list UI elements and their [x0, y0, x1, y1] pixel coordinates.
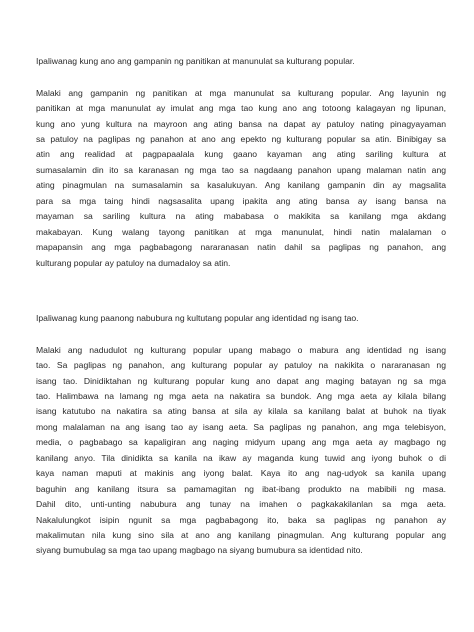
answer-2-line: media, o pagbabago sa kapaligiran ang naging midyum upang ang mga aeta ay magbago ng: [36, 437, 446, 448]
answer-1-line: kulturang popular ay patuloy na dumadaloy sa atin.: [36, 257, 231, 268]
spacer: [36, 327, 446, 343]
answer-2-line: Nakalulungkot isipin ngunit sa mga pagbabagong ito, baka sa paglipas ng panahon ay: [36, 514, 446, 525]
answer-2-line: isang katutubo na nakatira sa ating bansa at sila ay kilala sa kanilang balat at buhok na tiyak: [36, 406, 446, 417]
answer-2-line: makalimutan nila kung sino sila at ano ang kanilang pinagmulan. Ang kulturang popular ang: [36, 530, 446, 541]
section-2: [36, 311, 446, 559]
answer-1-line: makabayan. Kung walang tayong panitikan at mga manunulat, hindi natin malalaman o: [36, 226, 446, 237]
answer-1-line: kung ano yung kultura na mayroon ang ating bansa na dapat ay patuloy nating pinagyayaman: [36, 118, 446, 129]
answer-1-line: ating pinagmulan na sumasalamin sa kasalukuyan. Ang kanilang gampanin din ay magsalita: [36, 180, 446, 191]
answer-2-line: isang tao. Dinidiktahan ng kulturang popular kung ano dapat ang maging batayan ng sa mga: [36, 375, 446, 386]
answer-1-line: panitikan at mga manunulat ay imulat ang mga tao kung ano ang totoong kalagayan ng lipunan,: [36, 103, 446, 114]
question-2: Ipaliwanag kung paanong nabubura ng kultutang popular ang identidad ng isang tao.: [36, 313, 359, 323]
spacer: [36, 70, 446, 86]
answer-2-line: kanilang anyo. Tila dinidikta sa kanila na ikaw ay maganda kung tuwid ang iyong buhok o di: [36, 452, 446, 463]
answer-1-line: atin ang realidad at pagpapaalala kung gaano kayaman ang ating sariling kultura at: [36, 149, 446, 160]
answer-1-line: Malaki ang gampanin ng panitikan at mga manunulat sa kulturang popular. Ang layunin ng: [36, 87, 446, 98]
answer-2: [36, 343, 446, 559]
answer-2-line: Dahil dito, unti-unting nabubura ang tunay na imahen o pagkakakilanlan sa mga aeta.: [36, 499, 446, 510]
answer-2-line: tao. Halimbawa na lamang ng mga aeta na nakatira sa bundok. Ang mga aeta ay kilala bilang: [36, 390, 446, 401]
answer-2-line: Malaki ang nadudulot ng kulturang popular upang mabago o mabura ang identidad ng isang: [36, 344, 446, 355]
answer-1-line: mayaman sa sariling kultura na ating mababasa o makikita sa kanilang mga akdang: [36, 211, 446, 222]
question-1: Ipaliwanag kung ano ang gampanin ng panitikan at manunulat sa kulturang popular.: [36, 56, 355, 66]
answer-2-line: tao. Sa paglipas ng panahon, ang kulturang popular ay patuloy na nakikita o nararanasan ng: [36, 360, 446, 371]
answer-2-line: kaya naman maputi at makinis ang iyong balat. Kaya ito ang nag-udyok sa kanila upang: [36, 468, 446, 479]
answer-2-line: baguhin ang kanilang itsura sa pamamagitan ng ibat-ibang produkto na mabibili ng masa.: [36, 483, 446, 494]
answer-1-line: para sa mga taing hindi nagsasalita upang ipakita ang ating bansa ay isang bansa na: [36, 195, 446, 206]
answer-1-line: sa patuloy na paglipas ng panahon at ano ang epekto ng kulturang popular sa atin. Binibigay sa: [36, 133, 446, 144]
answer-2-line: siyang bumubulag sa mga tao upang magbago na siyang bumubura sa identidad nito.: [36, 545, 363, 556]
answer-2-line: mong malalaman na ang isang tao ay isang aeta. Sa paglipas ng panahon, ang mga telebisyon,: [36, 421, 446, 432]
answer-1-line: mapapansin ang mga pagbabagong nararanasan natin dahil sa paglipas ng panahon, ang: [36, 242, 446, 253]
answer-1-line: sumasalamin din ito sa karanasan ng mga tao sa nagdaang panahon upang malaman natin ang: [36, 164, 446, 175]
answer-1: [36, 86, 446, 271]
